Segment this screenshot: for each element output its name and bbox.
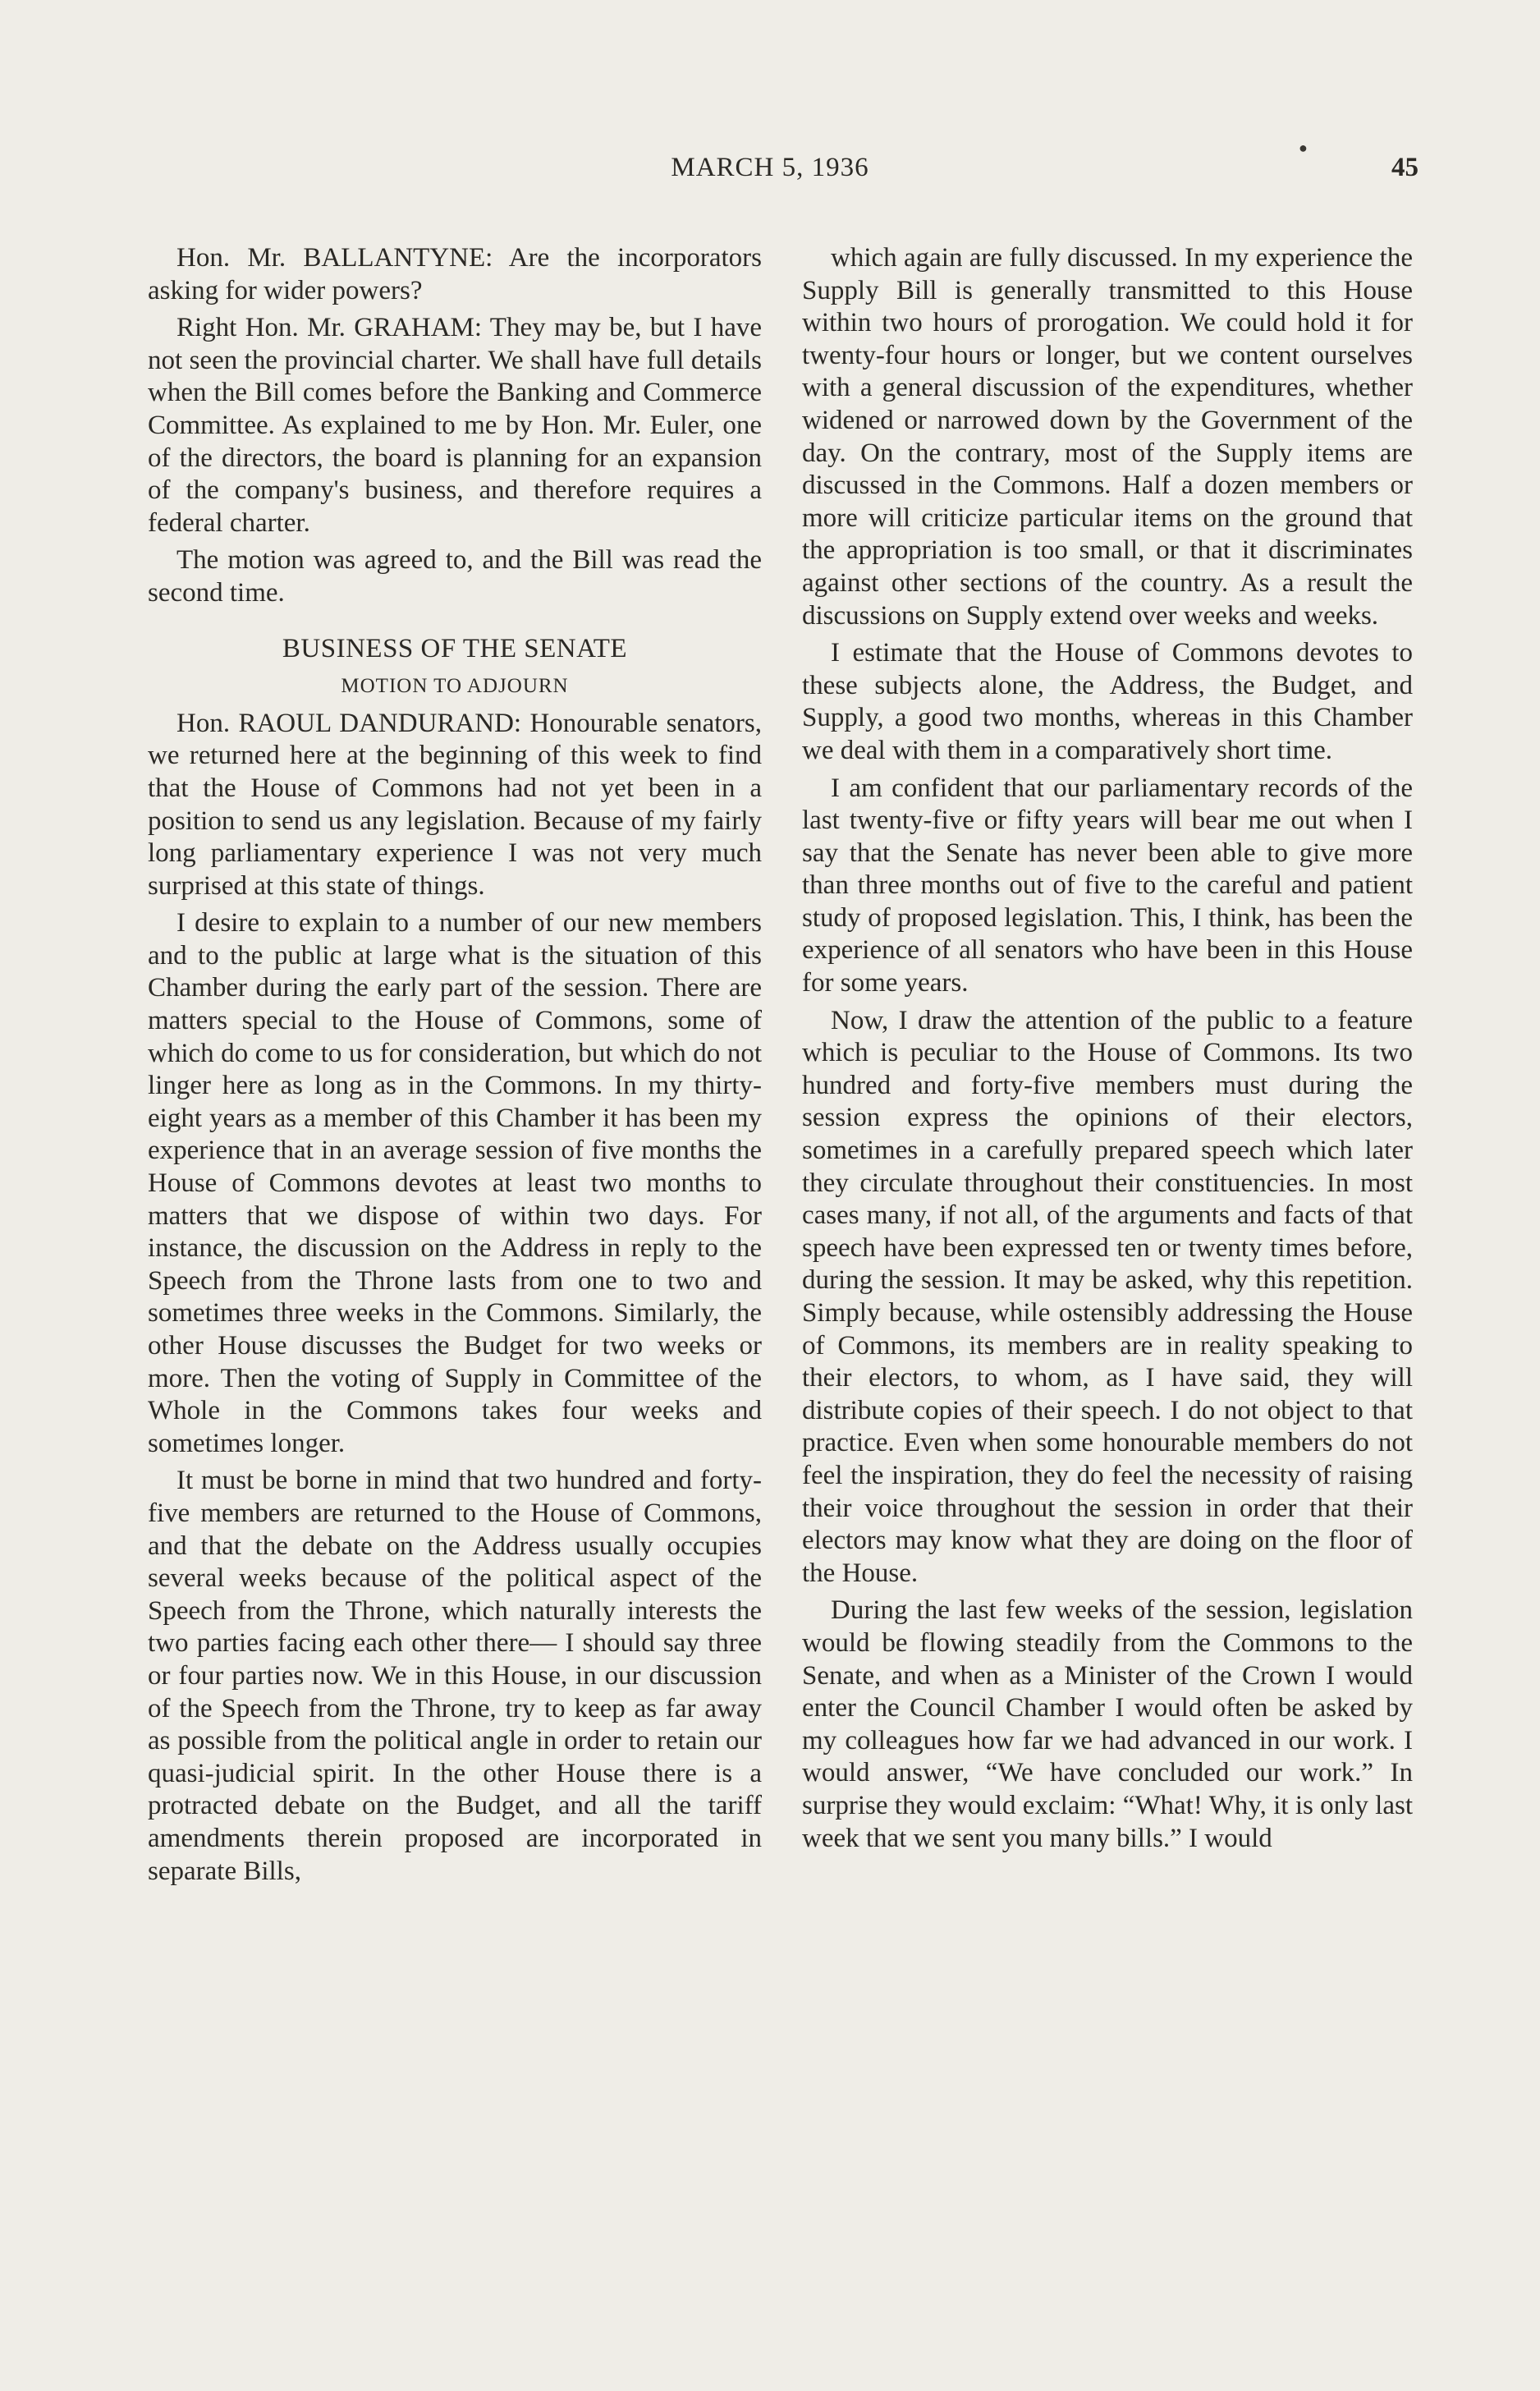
left-column — [148, 242, 762, 1888]
ink-dot-mark: ● — [1299, 140, 1308, 156]
paragraph-dandurand-opening: Hon. RAOUL DANDURAND: Honourable senators, we returned here at the beginning of this week to find that the House of Commons had not yet been in a position to send us any legislation. Because of my fairly long parliamentary experience I was not very much surprised at this state of things. — [148, 708, 762, 901]
page-number: 45 — [1391, 153, 1419, 182]
paragraph-peculiar-feature: Now, I draw the attention of the public to a feature which is peculiar to the House of Commons. Its two hundred and forty-five members must during the session express the opinions of their electors, sometimes in a carefully prepared speech which later they circulate throughout their constituencies. In most cases many, if not all, of the arguments and facts of that speech have been expressed ten or twenty times before, during the session. It may be asked, why this repetition. Simply because, while ostensibly addressing the House of Commons, its members are in reality speaking to their electors, to whom, as I have said, they will distribute copies of their speech. I do not object to that practice. Even when some honourable members do not feel the inspiration, they do feel the necessity of raising their voice throughout the session in order that their electors may know what they are doing on the floor of the House. — [802, 1005, 1413, 1588]
paragraph-situation-of-chamber: I desire to explain to a number of our new members and to the public at large what is the situation of this Chamber during the early part of the session. There are matters special to the House of Commons, some of which do come to us for consideration, but which do not linger here as long as in the Commons. In my thirty-eight years as a member of this Chamber it has been my experience that in an average session of five months the House of Commons devotes at least two months to matters that we dispose of within two days. For instance, the discussion on the Address in reply to the Speech from the Throne lasts from one to two and sometimes three weeks in the Commons. Similarly, the other House discusses the Budget for two weeks or more. Then the voting of Supply in Committee of the Whole in the Commons takes four weeks and sometimes longer. — [148, 908, 762, 1458]
page-header — [0, 153, 1540, 194]
paragraph-motion-agreed: The motion was agreed to, and the Bill was read the second time. — [148, 545, 762, 608]
paragraph-graham-reply: Right Hon. Mr. GRAHAM: They may be, but I have not seen the provincial charter. We shall have full details when the Bill comes before the Banking and Commerce Committee. As explained to me by Hon. Mr. Euler, one of the directors, the board is planning for an expansion of the company's business, and therefore requires a federal charter. — [148, 313, 762, 538]
paragraph-debate-on-address: It must be borne in mind that two hundred and forty-five members are returned to the House of Commons, and that the debate on the Address usually occupies several weeks because of the political aspect of the Speech from the Throne, which naturally interests the two parties facing each other there— I should say three or four parties now. We in this House, in our discussion of the Speech from the Throne, try to keep as far away as possible from the political angle in order to retain our quasi-judicial spirit. In the other House there is a protracted debate on the Budget, and all the tariff amendments therein proposed are incorporated in separate Bills, — [148, 1466, 762, 1886]
paragraph-ballantyne-question: Hon. Mr. BALLANTYNE: Are the incorporators asking for wider powers? — [148, 243, 762, 305]
paragraph-supply-bill: which again are fully discussed. In my experience the Supply Bill is generally transmitted to this House within two hours of prorogation. We could hold it for twenty-four hours or longer, but we content ourselves with a general discussion of the expenditures, whether widened or narrowed down by the Government of the day. On the contrary, most of the Supply items are discussed in the Commons. Half a dozen members or more will criticize particular items on the ground that the appropriation is too small, or that it discriminates against other sections of the country. As a result the discussions on Supply extend over weeks and weeks. — [802, 243, 1413, 631]
section-subheading: MOTION TO ADJOURN — [341, 675, 569, 698]
paragraph-last-weeks-of-session: During the last few weeks of the session, legislation would be flowing steadily from the Commons to the Senate, and when as a Minister of the Crown I would enter the Council Chamber I would often be asked by my colleagues how far we had advanced in our work. I would answer, “We have concluded our work.” In surprise they would exclaim: “What! Why, it is only last week that we sent you many bills.” I would — [802, 1595, 1413, 1853]
running-title: MARCH 5, 1936 — [671, 153, 869, 182]
paragraph-estimate-two-months: I estimate that the House of Commons devotes to these subjects alone, the Address, the Budget, and Supply, a good two months, whereas in this Chamber we deal with them in a comparatively short time. — [802, 638, 1413, 765]
section-heading: BUSINESS OF THE SENATE — [282, 633, 628, 663]
right-column — [802, 242, 1413, 1855]
paragraph-parliamentary-records: I am confident that our parliamentary records of the last twenty-five or fifty years will bear me out when I say that the Senate has never been able to give more than three months out of five to the careful and patient study of proposed legislation. This, I think, has been the experience of all senators who have been in this House for some years. — [802, 773, 1413, 998]
